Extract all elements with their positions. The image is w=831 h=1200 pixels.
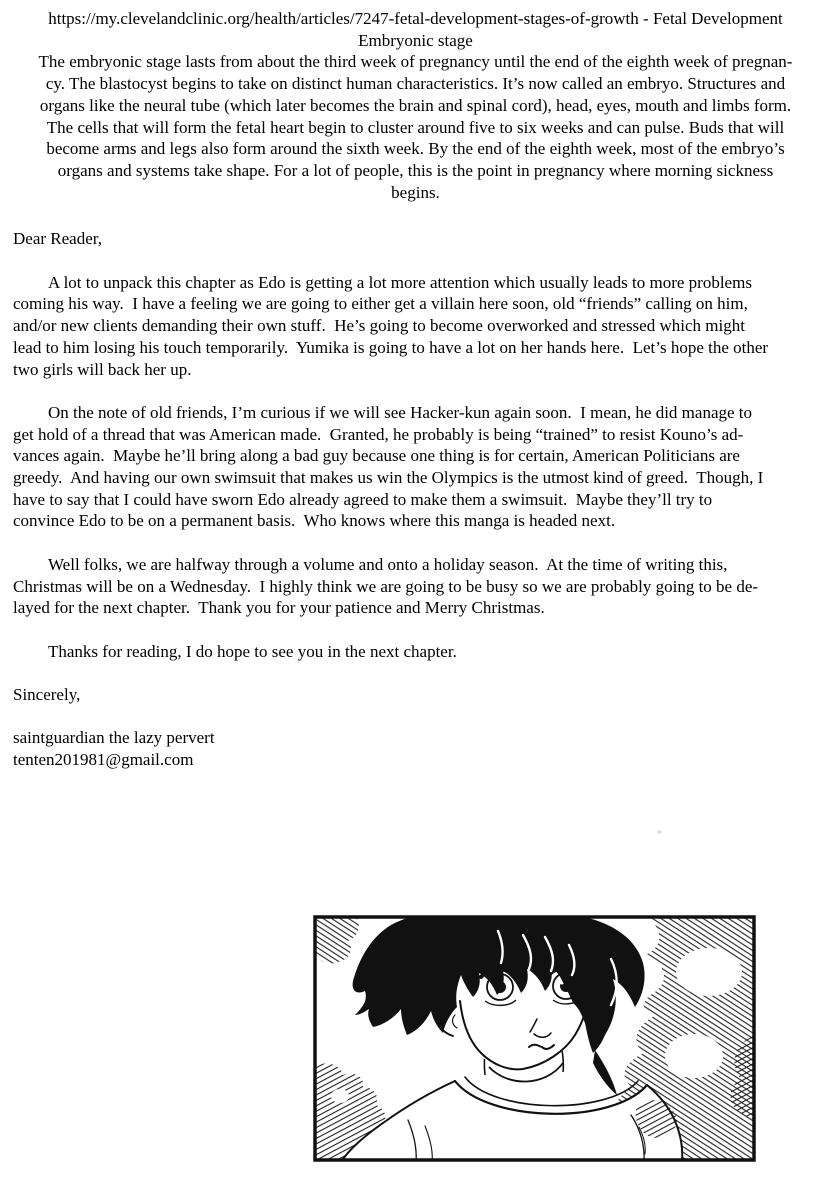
manga-panel-image <box>313 915 756 1162</box>
text-line: get hold of a thread that was American made. Granted, he probably is being “trained” to resist Kouno’s ad- <box>13 424 744 444</box>
text-line: Thanks for reading, I do hope to see you in the next chapter. <box>48 641 457 661</box>
text-line: greedy. And having our own swimsuit that makes us win the Olympics is the utmost kind of greed. Though, I <box>13 468 764 488</box>
text-line: organs and systems take shape. For a lot of people, this is the point in pregnancy where morning sickness <box>57 160 774 180</box>
text-line: organs like the neural tube (which later becomes the brain and spinal cord), head, eyes, mouth and limbs form. <box>39 95 792 115</box>
text-line: lead to him losing his touch temporarily. Yumika is going to have a lot on her hands here. Let’s hope the other <box>13 337 769 357</box>
text-line: cy. The blastocyst begins to take on distinct human characteristics. It’s now called an embryo. Structures and <box>45 74 786 94</box>
text-line: On the note of old friends, I’m curious if we will see Hacker-kun again soon. I mean, he did manage to <box>48 402 753 422</box>
text-line: become arms and legs also form around the sixth week. By the end of the eighth week, most of the embryo’s <box>46 139 785 159</box>
text-line: have to say that I could have sworn Edo already agreed to make them a swimsuit. Maybe they’ll try to <box>13 489 713 509</box>
text-line: and/or new clients demanding their own stuff. He’s going to become overworked and stressed which might <box>13 316 745 336</box>
text-line: A lot to unpack this chapter as Edo is getting a lot more attention which usually leads to more problems <box>48 272 752 292</box>
print-speck <box>657 830 662 834</box>
text-line: convince Edo to be on a permanent basis. Who knows where this manga is headed next. <box>13 511 616 531</box>
text-line: Christmas will be on a Wednesday. I highly think we are going to be busy so we are probably going to be de- <box>13 576 759 596</box>
text-line: two girls will back her up. <box>13 359 192 379</box>
text-line: vances again. Maybe he’ll bring along a bad guy because one thing is for certain, American Politicians are <box>13 446 740 466</box>
letter-paragraph <box>13 402 818 532</box>
source-url-line: https://my.clevelandclinic.org/health/articles/7247-fetal-development-stages-of-growth - Fetal Development <box>48 9 783 28</box>
salutation: Dear Reader, <box>13 229 102 249</box>
letter-paragraph <box>13 554 818 619</box>
excerpt-text <box>13 51 818 203</box>
text-line: begins. <box>391 182 440 202</box>
manga-panel-drawing <box>313 915 756 1162</box>
signature-email: tenten201981@gmail.com <box>13 750 194 770</box>
text-line: coming his way. I have a feeling we are going to either get a villain here soon, old “friends” calling on him, <box>13 294 748 314</box>
closing: Sincerely, <box>13 685 81 705</box>
signature-block <box>13 727 818 770</box>
letter-paragraph <box>13 641 818 663</box>
text-line: Well folks, we are halfway through a volume and onto a holiday season. At the time of writing this, <box>48 554 728 574</box>
text-line: The cells that will form the fetal heart begin to cluster around five to six weeks and can pulse. Buds that will <box>46 117 785 137</box>
article-excerpt-block <box>0 0 831 203</box>
letter-paragraph <box>13 272 818 381</box>
section-title: Embryonic stage <box>358 30 473 50</box>
reader-letter <box>13 228 818 770</box>
text-line: layed for the next chapter. Thank you for your patience and Merry Christmas. <box>13 598 545 618</box>
text-line: The embryonic stage lasts from about the third week of pregnancy until the end of the eighth week of pregnan- <box>38 52 793 72</box>
letter-paragraphs <box>13 272 818 663</box>
signature-name: saintguardian the lazy pervert <box>13 728 215 748</box>
